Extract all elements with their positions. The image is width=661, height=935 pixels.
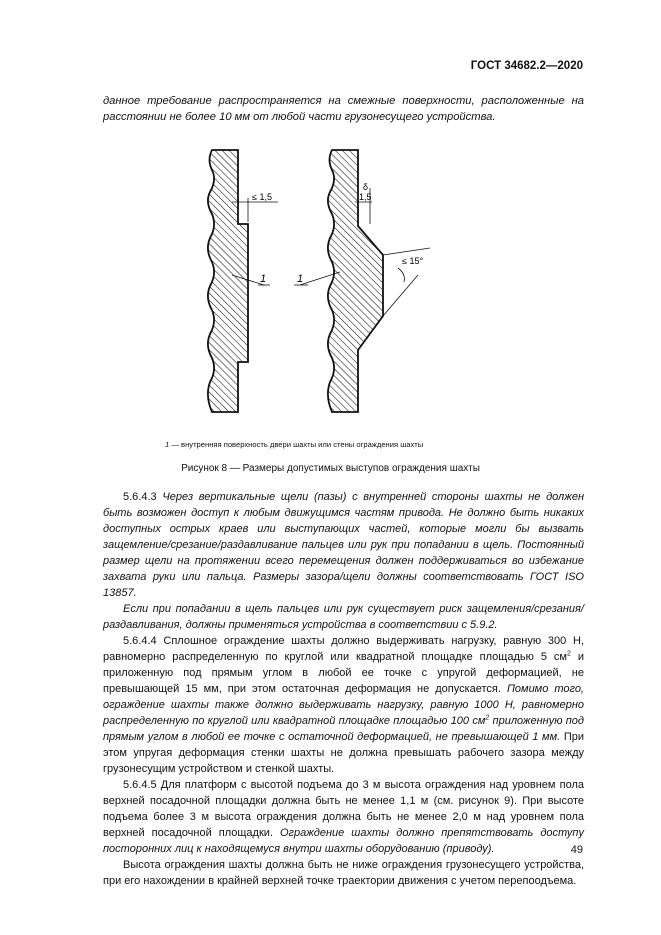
superscript: 2	[485, 714, 490, 722]
legend-number: 1	[165, 440, 170, 449]
clause-text-d: приложенную под прямым углом в любой ее точке с остаточной деформацией, не превышающей 1 мм.	[103, 715, 584, 743]
left-callout-label: 1	[260, 273, 267, 285]
clause-text-b: Ограждение шахты должно препятствовать доступу посторонних лиц к находящемуся внутри шахты оборудованию (приводу).	[103, 827, 584, 855]
legend-text: — внутренняя поверхность двери шахты или стены ограждения шахты	[169, 440, 424, 449]
clause-text-a: 5.6.4.4 Сплошное ограждение шахты должно выдерживать нагрузку, равную 300 Н, равномерно распределенную по круглой или квадратной площадке площадью 5 см	[103, 635, 584, 663]
clause-text: Через вертикальные щели (пазы) с внутренней стороны шахты не должен быть возможен доступ к любым движущимся частям привода. Не должно быть никаких доступных острых краев или выступающих частей, которые могли бы вызвать защемление/срезание/раздавливание пальцев или рук при попадании в щель. Постоянный размер щели на протяжении всего перемещения должен поддерживаться во избежание захвата руки или пальца. Размеры зазора/щели должны соответствовать ГОСТ ISO 13857.	[103, 491, 584, 599]
paragraph-5-6-4-4	[103, 633, 584, 777]
intro-paragraph: данное требование распространяется на смежные поверхности, расположенные на расстоянии не более 10 мм от любой части грузонесущего устройства.	[103, 95, 584, 123]
figure-drawing	[190, 140, 450, 430]
right-callout-label: 1	[297, 273, 304, 285]
clause-text-e: При этом упругая деформация стенки шахты не должна превышать рабочего зазора между грузонесущим устройством и стенкой шахты.	[103, 731, 584, 775]
right-dim-label: 1,5	[359, 192, 372, 202]
right-angle-label: ≤ 15°	[402, 256, 424, 266]
paragraph-5-6-4-5	[103, 777, 584, 857]
figure-caption: Рисунок 8 — Размеры допустимых выступов ограждения шахты	[181, 463, 480, 474]
paragraph-5-6-4-3	[103, 489, 584, 601]
document-standard-number: ГОСТ 34682.2—2020	[470, 60, 583, 72]
paragraph-fence-height: Высота ограждения шахты должна быть не ниже ограждения грузонесущего устройства, при его нахождении в крайней верхней точке траектории движения с учетом перепоодъема.	[103, 859, 584, 887]
left-dim-label: ≤ 1,5	[252, 192, 272, 202]
figure-legend	[165, 440, 423, 449]
clause-text-a: 5.6.4.5 Для платформ с высотой подъема до 3 м высота ограждения над уровнем пола верхней посадочной площадки должна быть не менее 1,1 м (см. рисунок 9). При высоте подъема более 3 м высота ограждения должна быть не менее 2,0 м над уровнем пола верхней посадочной площадки.	[103, 779, 584, 839]
clause-number: 5.6.4.3	[123, 491, 163, 503]
superscript: 2	[566, 650, 571, 658]
clause-text-b: и приложенную под прямым углом в любой ее точке с упругой деформацией, не превышающей 15 мм, при этом остаточная деформация не допускается.	[103, 651, 585, 695]
left-wall-section	[208, 150, 248, 412]
right-dim-top: δ	[363, 182, 369, 192]
clause-text-c: Помимо того, ограждение шахты также должно выдерживать нагрузку, равную 1000 Н, равномерно распределенную по круглой или квадратной площадке площадью 100 см	[103, 683, 584, 727]
paragraph-risk-note: Если при попадании в щель пальцев или рук существует риск защемления/срезания/раздавливания, должны применяться устройства в соответствии с 5.9.2.	[103, 603, 584, 631]
page-number: 49	[570, 844, 583, 856]
right-wall-section	[328, 150, 383, 412]
body-text	[103, 489, 584, 889]
figure-8	[190, 140, 450, 430]
